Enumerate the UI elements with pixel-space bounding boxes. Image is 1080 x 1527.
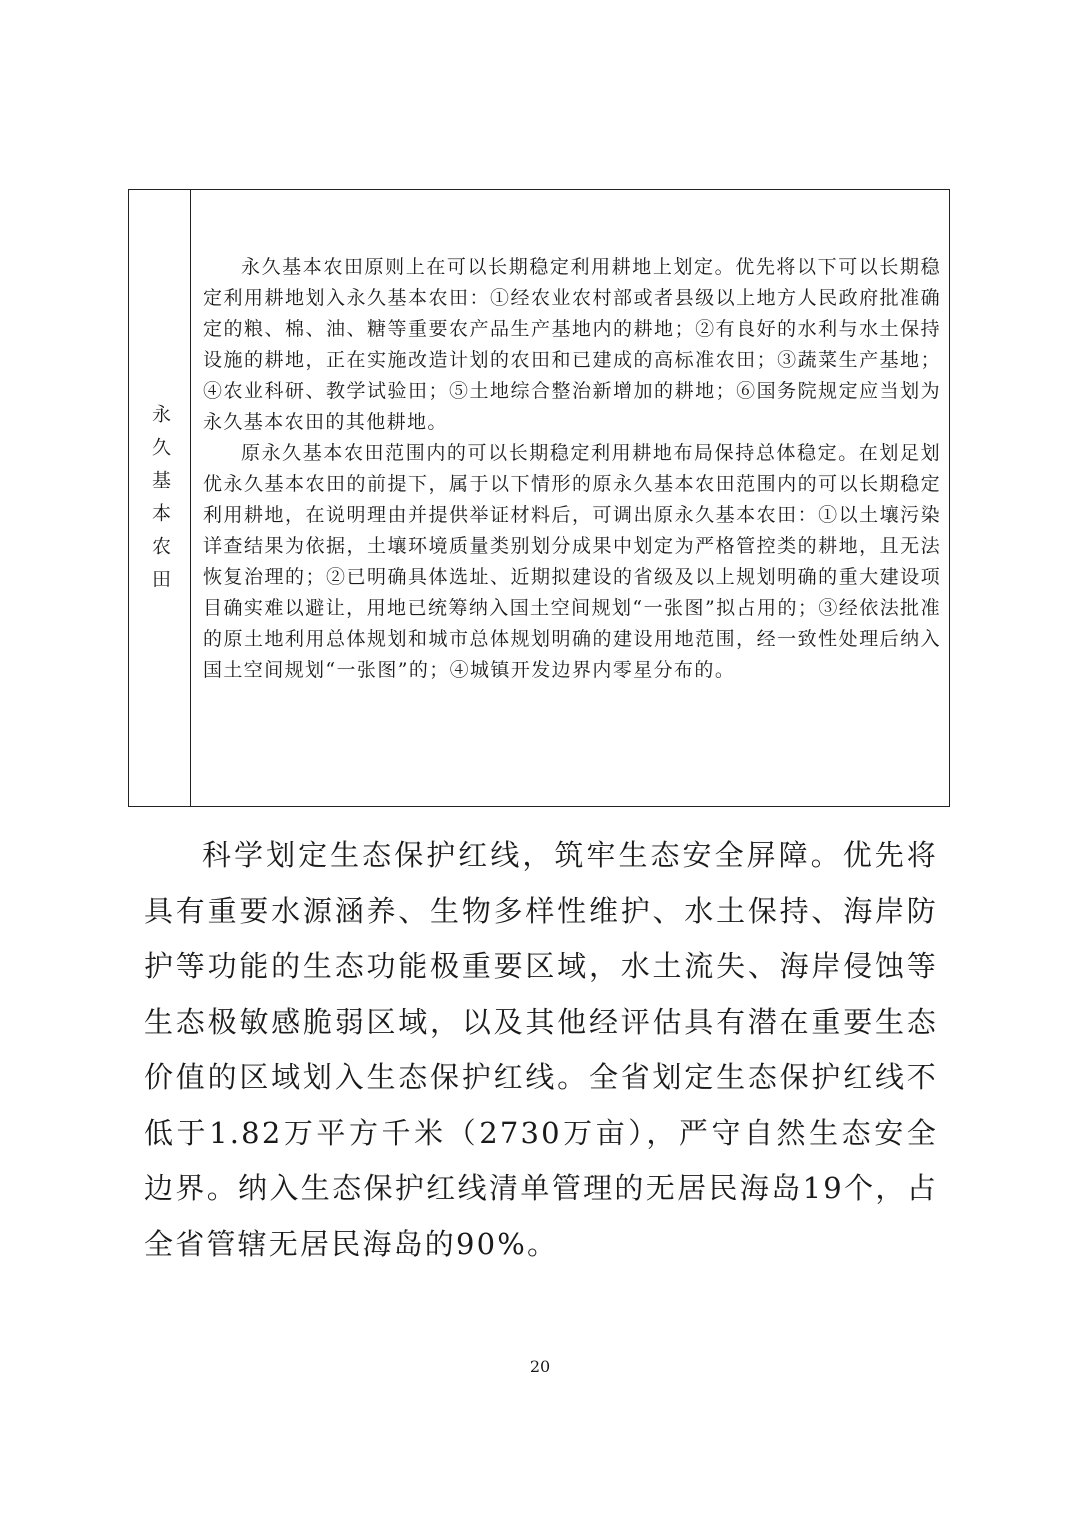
table-content-cell [191,190,949,806]
farmland-table [128,189,950,807]
table-paragraph-2: 原永久基本农田范围内的可以长期稳定利用耕地布局保持总体稳定。在划足划优永久基本农田的前提下，属于以下情形的原永久基本农田范围内的可以长期稳定利用耕地，在说明理由并提供举证材料后，可调出原永久基本农田：①以土壤污染详查结果为依据，土壤环境质量类别划分成果中划定为严格管控类的耕地，且无法恢复治理的；②已明确具体选址、近期拟建设的省级及以上规划明确的重大建设项目确实难以避让，用地已统筹纳入国土空间规划“一张图”拟占用的；③经依法批准的原土地利用总体规划和城市总体规划明确的建设用地范围，经一致性处理后纳入国土空间规划“一张图”的；④城镇开发边界内零星分布的。 [203,442,941,681]
table-label-cell [129,190,191,806]
body-section [144,828,938,1272]
table-paragraph-1: 永久基本农田原则上在可以长期稳定利用耕地上划定。优先将以下可以长期稳定利用耕地划入永久基本农田：①经农业农村部或者县级以上地方人民政府批准确定的粮、棉、油、糖等重要农产品生产基地内的耕地；②有良好的水利与水土保持设施的耕地，正在实施改造计划的农田和已建成的高标准农田；③蔬菜生产基地；④农业科研、教学试验田；⑤土地综合整治新增加的耕地；⑥国务院规定应当划为永久基本农田的其他耕地。 [203,256,941,433]
page-number: 20 [529,1357,551,1376]
body-paragraph: 科学划定生态保护红线，筑牢生态安全屏障。优先将具有重要水源涵养、生物多样性维护、水土保持、海岸防护等功能的生态功能极重要区域，水土流失、海岸侵蚀等生态极敏感脆弱区域，以及其他经评估具有潜在重要生态价值的区域划入生态保护红线。全省划定生态保护红线不低于1.82万平方千米（2730万亩），严守自然生态安全边界。纳入生态保护红线清单管理的无居民海岛19个，占全省管辖无居民海岛的90%。 [144,838,938,1261]
table-row-label: 永久基本农田 [149,404,171,602]
